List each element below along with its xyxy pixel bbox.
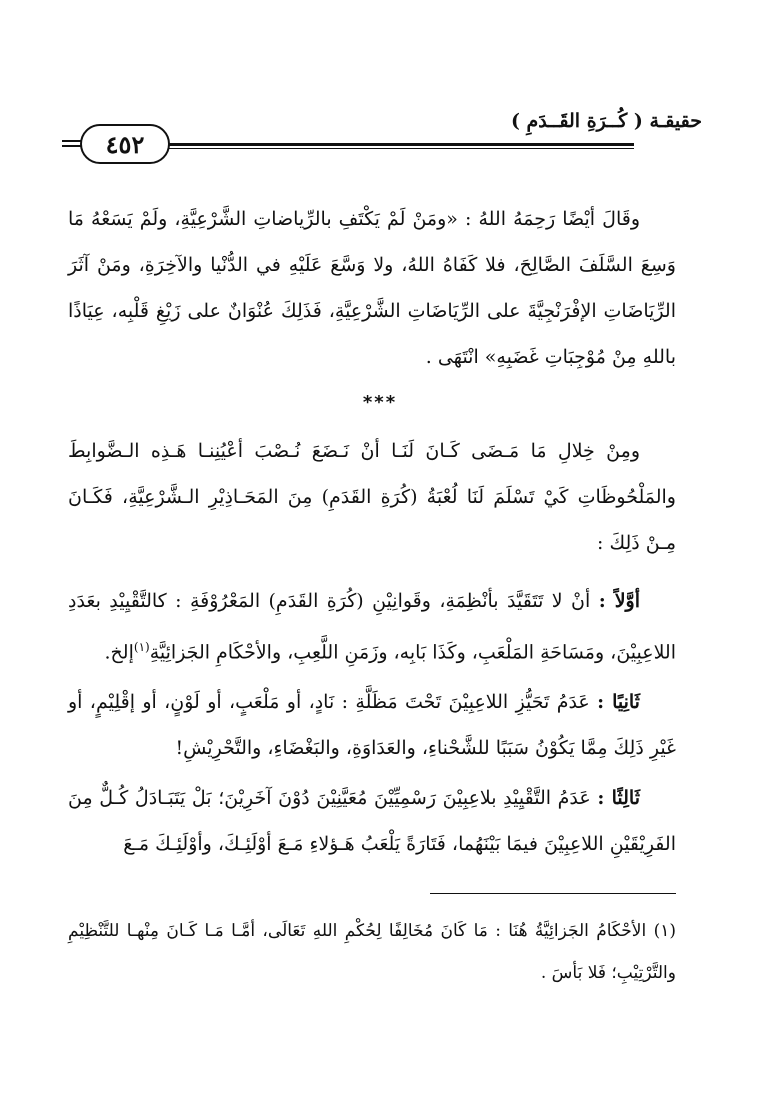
- quote-block: [68, 196, 676, 380]
- footnote-number: (١): [653, 921, 677, 941]
- footnote-separator: [430, 893, 676, 894]
- point-lead: أوَّلاً :: [598, 590, 640, 612]
- footnote-text: الأحْكَامُ الجَزائِيَّةُ هُنَا : مَا كَانَ مُخَالِفًا لِحُكْمِ اللهِ تَعَالَى، أمَّـا مَـا كَـانَ مِنْهـا للتَّنْظِيْمِ والتَّرْتِيْبِ؛ فَلا بَأسَ .: [68, 921, 676, 983]
- main-body: [68, 428, 676, 867]
- page-number: ٤٥٢: [80, 124, 170, 164]
- running-title: حقيقـة ( كُــرَةِ القَــدَمِ ): [510, 110, 702, 132]
- quote-paragraph: وقَالَ أيْضًا رَحِمَهُ اللهُ : «ومَنْ لَمْ يَكْتَفِ بالرِّياضاتِ الشَّرْعِيَّةِ، ولَمْ يَسَعْهُ مَا وَسِعَ السَّلَفَ الصَّالِحَ، فلا كَفَاهُ اللهُ، ولا وَسَّعَ عَلَيْهِ في الدُّنْيا والآخِرَةِ، ومَنْ آثَرَ الرِّيَاضَاتِ الإفْرَنْجِيَّةَ على الرِّيَاضَاتِ الشَّرْعِيَّةِ، فَذَلِكَ عُنْوَانٌ على زَيْغِ قَلْبِه، عِيَاذًا باللهِ مِنْ مُوْجِبَاتِ غَضَبِهِ» انْتَهَى .: [68, 208, 676, 368]
- footnote: [68, 910, 676, 994]
- point-text: أنْ لا تَتَقَيَّدَ بأنْظِمَةِ، وقَوانِيْنِ (كُرَةِ القَدَمِ) المَعْرُوْفَةِ : كالتَّقْيِيْدِ بعَدَدِ اللاعِبِيْنَ، ومَسَاحَةِ المَلْعَبِ، وكَذَا بَابِه، وزَمَنِ اللَّعِبِ، والأحْكَامِ الجَزائِيَّةِ: [68, 590, 676, 664]
- section-separator: ***: [362, 392, 398, 413]
- point-second: [68, 679, 676, 771]
- intro-paragraph: ومِنْ خِلالِ مَا مَـضَى كَـانَ لَنَـا أنْ نَـضَعَ نُـصْبَ أعْيُنِنـا هَـذِه الـضَّوابِطَ والمَلْحُوظَاتِ كَيْ تَسْلَمَ لَنَا لُعْبَةُ (كُرَةِ القَدَمِ) مِنَ المَحَـاذِيْرِ الـشَّرْعِيَّةِ، فَكَـانَ مِـنْ ذَلِكَ :: [68, 440, 676, 554]
- point-lead: ثَانِيًا :: [597, 691, 640, 714]
- point-lead: ثَالِثًا :: [597, 787, 640, 810]
- point-text: عَدَمُ تَحَيُّزِ اللاعِبِيْنَ تَحْتَ مَظَلَّةِ : نَادٍ، أو مَلْعَبٍ، أو لَوْنٍ، أو إقْلِيْمٍ، أو غَيْرِ ذَلِكَ مِمَّا يَكُوْنُ سَبَبًا للشَّحْناءِ، والعَدَاوَةِ، والبَغْضَاءِ، والتَّحْرِيْشِ!: [68, 691, 676, 760]
- point-tail: إلخ.: [104, 641, 134, 664]
- page-header: [62, 110, 702, 170]
- point-text: عَدَمُ التَّقْيِيْدِ بلاعِبِيْنَ رَسْمِيِّيْنَ مُعَيَّنِيْنَ دُوْنَ آخَرِيْنَ؛ بَلْ يَتَبَـادَلُ كُـلٌّ مِنَ الفَرِيْقَيْنِ اللاعِبِيْنَ فيمَا بَيْنَهُما، فَتَارَةً يَلْعَبُ هَـؤلاءِ مَـعَ أوْلَئِـكَ، وأوْلَئِـكَ مَـعَ: [68, 787, 676, 856]
- point-first: [68, 578, 676, 675]
- footnote-ref[interactable]: (١): [133, 640, 150, 654]
- point-third: [68, 775, 676, 867]
